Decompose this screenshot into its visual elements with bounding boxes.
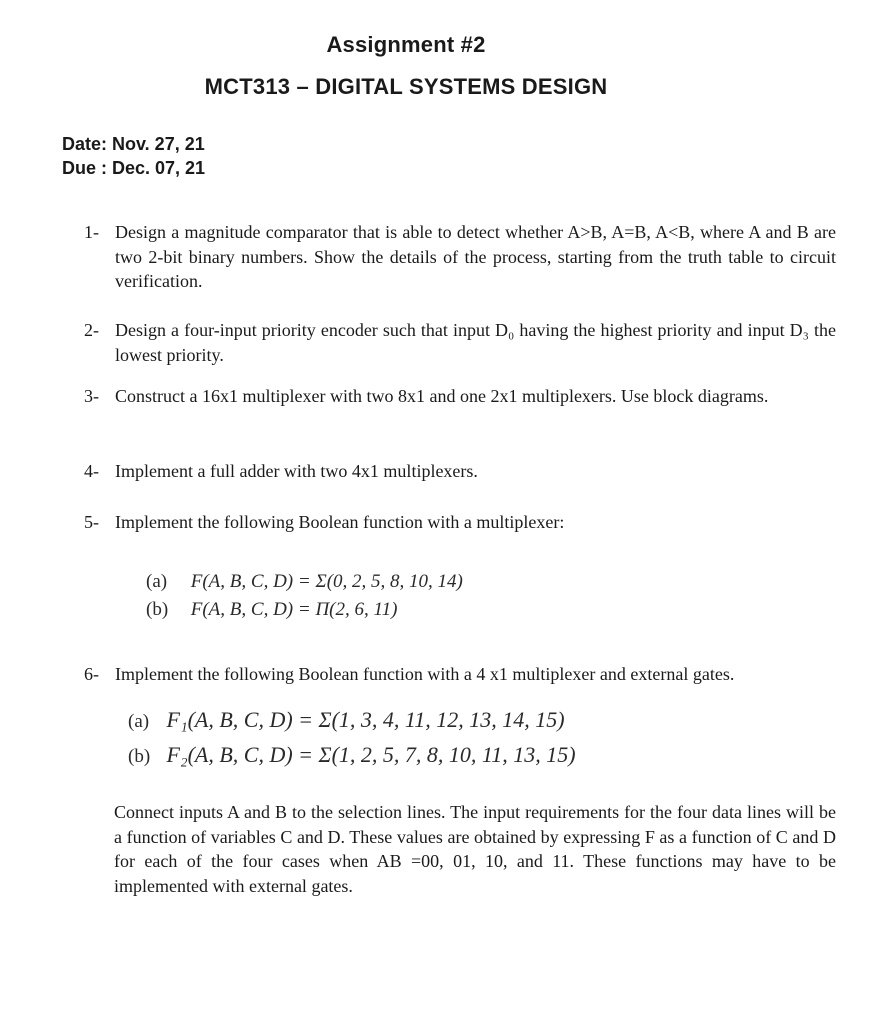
question-6-parts — [128, 703, 576, 773]
boolean-expression: F(A, B, C, D) = Π(2, 6, 11) — [190, 599, 398, 620]
question-number: 5- — [84, 512, 99, 532]
part-label: (b) — [128, 746, 151, 767]
question-text: Design a magnitude comparator that is able to detect whether A>B, A=B, A<B, where A and B are two 2-bit binary numbers. Show the details of the process, starting from the truth table to circuit verification. — [115, 222, 836, 291]
question-3 — [84, 384, 836, 409]
due-line: Due : Dec. 07, 21 — [62, 158, 206, 178]
instructions-note: Connect inputs A and B to the selection lines. The input requirements for the four data lines will be a function of variables C and D. These values are obtained by expressing F as a function of C and D for each of the four cases when AB =00, 01, 10, and 11. These functions may have to be implemented with external gates. — [114, 802, 836, 896]
part-label: (a) — [146, 571, 168, 592]
question-number: 3- — [84, 386, 99, 406]
question-text: Implement the following Boolean function with a 4 x1 multiplexer and external gates. — [115, 664, 735, 684]
part-a — [146, 568, 463, 596]
boolean-expression: F₁(A, B, C, D) = Σ(1, 3, 4, 11, 12, 13, 14, 15) — [166, 707, 565, 732]
dates-block — [62, 132, 205, 180]
question-number: 2- — [84, 320, 99, 340]
question-text: Implement the following Boolean function with a multiplexer: — [115, 512, 565, 532]
part-b — [128, 738, 576, 773]
question-text: Design a four-input priority encoder such that input D₀ having the highest priority and input D₃ the lowest priority. — [115, 320, 836, 365]
part-label: (a) — [128, 711, 150, 732]
assignment-title: Assignment #2 — [326, 32, 486, 57]
part-a — [128, 703, 576, 738]
boolean-expression: F₂(A, B, C, D) = Σ(1, 2, 5, 7, 8, 10, 11, 13, 15) — [166, 742, 576, 767]
question-5 — [84, 510, 836, 535]
boolean-expression: F(A, B, C, D) = Σ(0, 2, 5, 8, 10, 14) — [190, 571, 463, 592]
question-text: Construct a 16x1 multiplexer with two 8x1 and one 2x1 multiplexers. Use block diagrams. — [115, 386, 769, 406]
course-title: MCT313 – DIGITAL SYSTEMS DESIGN — [204, 74, 608, 99]
question-number: 4- — [84, 461, 99, 481]
date-line: Date: Nov. 27, 21 — [62, 134, 205, 154]
question-6 — [84, 662, 836, 687]
question-text: Implement a full adder with two 4x1 multiplexers. — [115, 461, 478, 481]
question-number: 1- — [84, 222, 99, 242]
question-4 — [84, 459, 836, 484]
question-2 — [84, 318, 836, 367]
question-5-parts — [146, 568, 463, 624]
part-b — [146, 596, 463, 624]
question-number: 6- — [84, 664, 99, 684]
part-label: (b) — [146, 599, 169, 620]
question-1 — [84, 220, 836, 294]
